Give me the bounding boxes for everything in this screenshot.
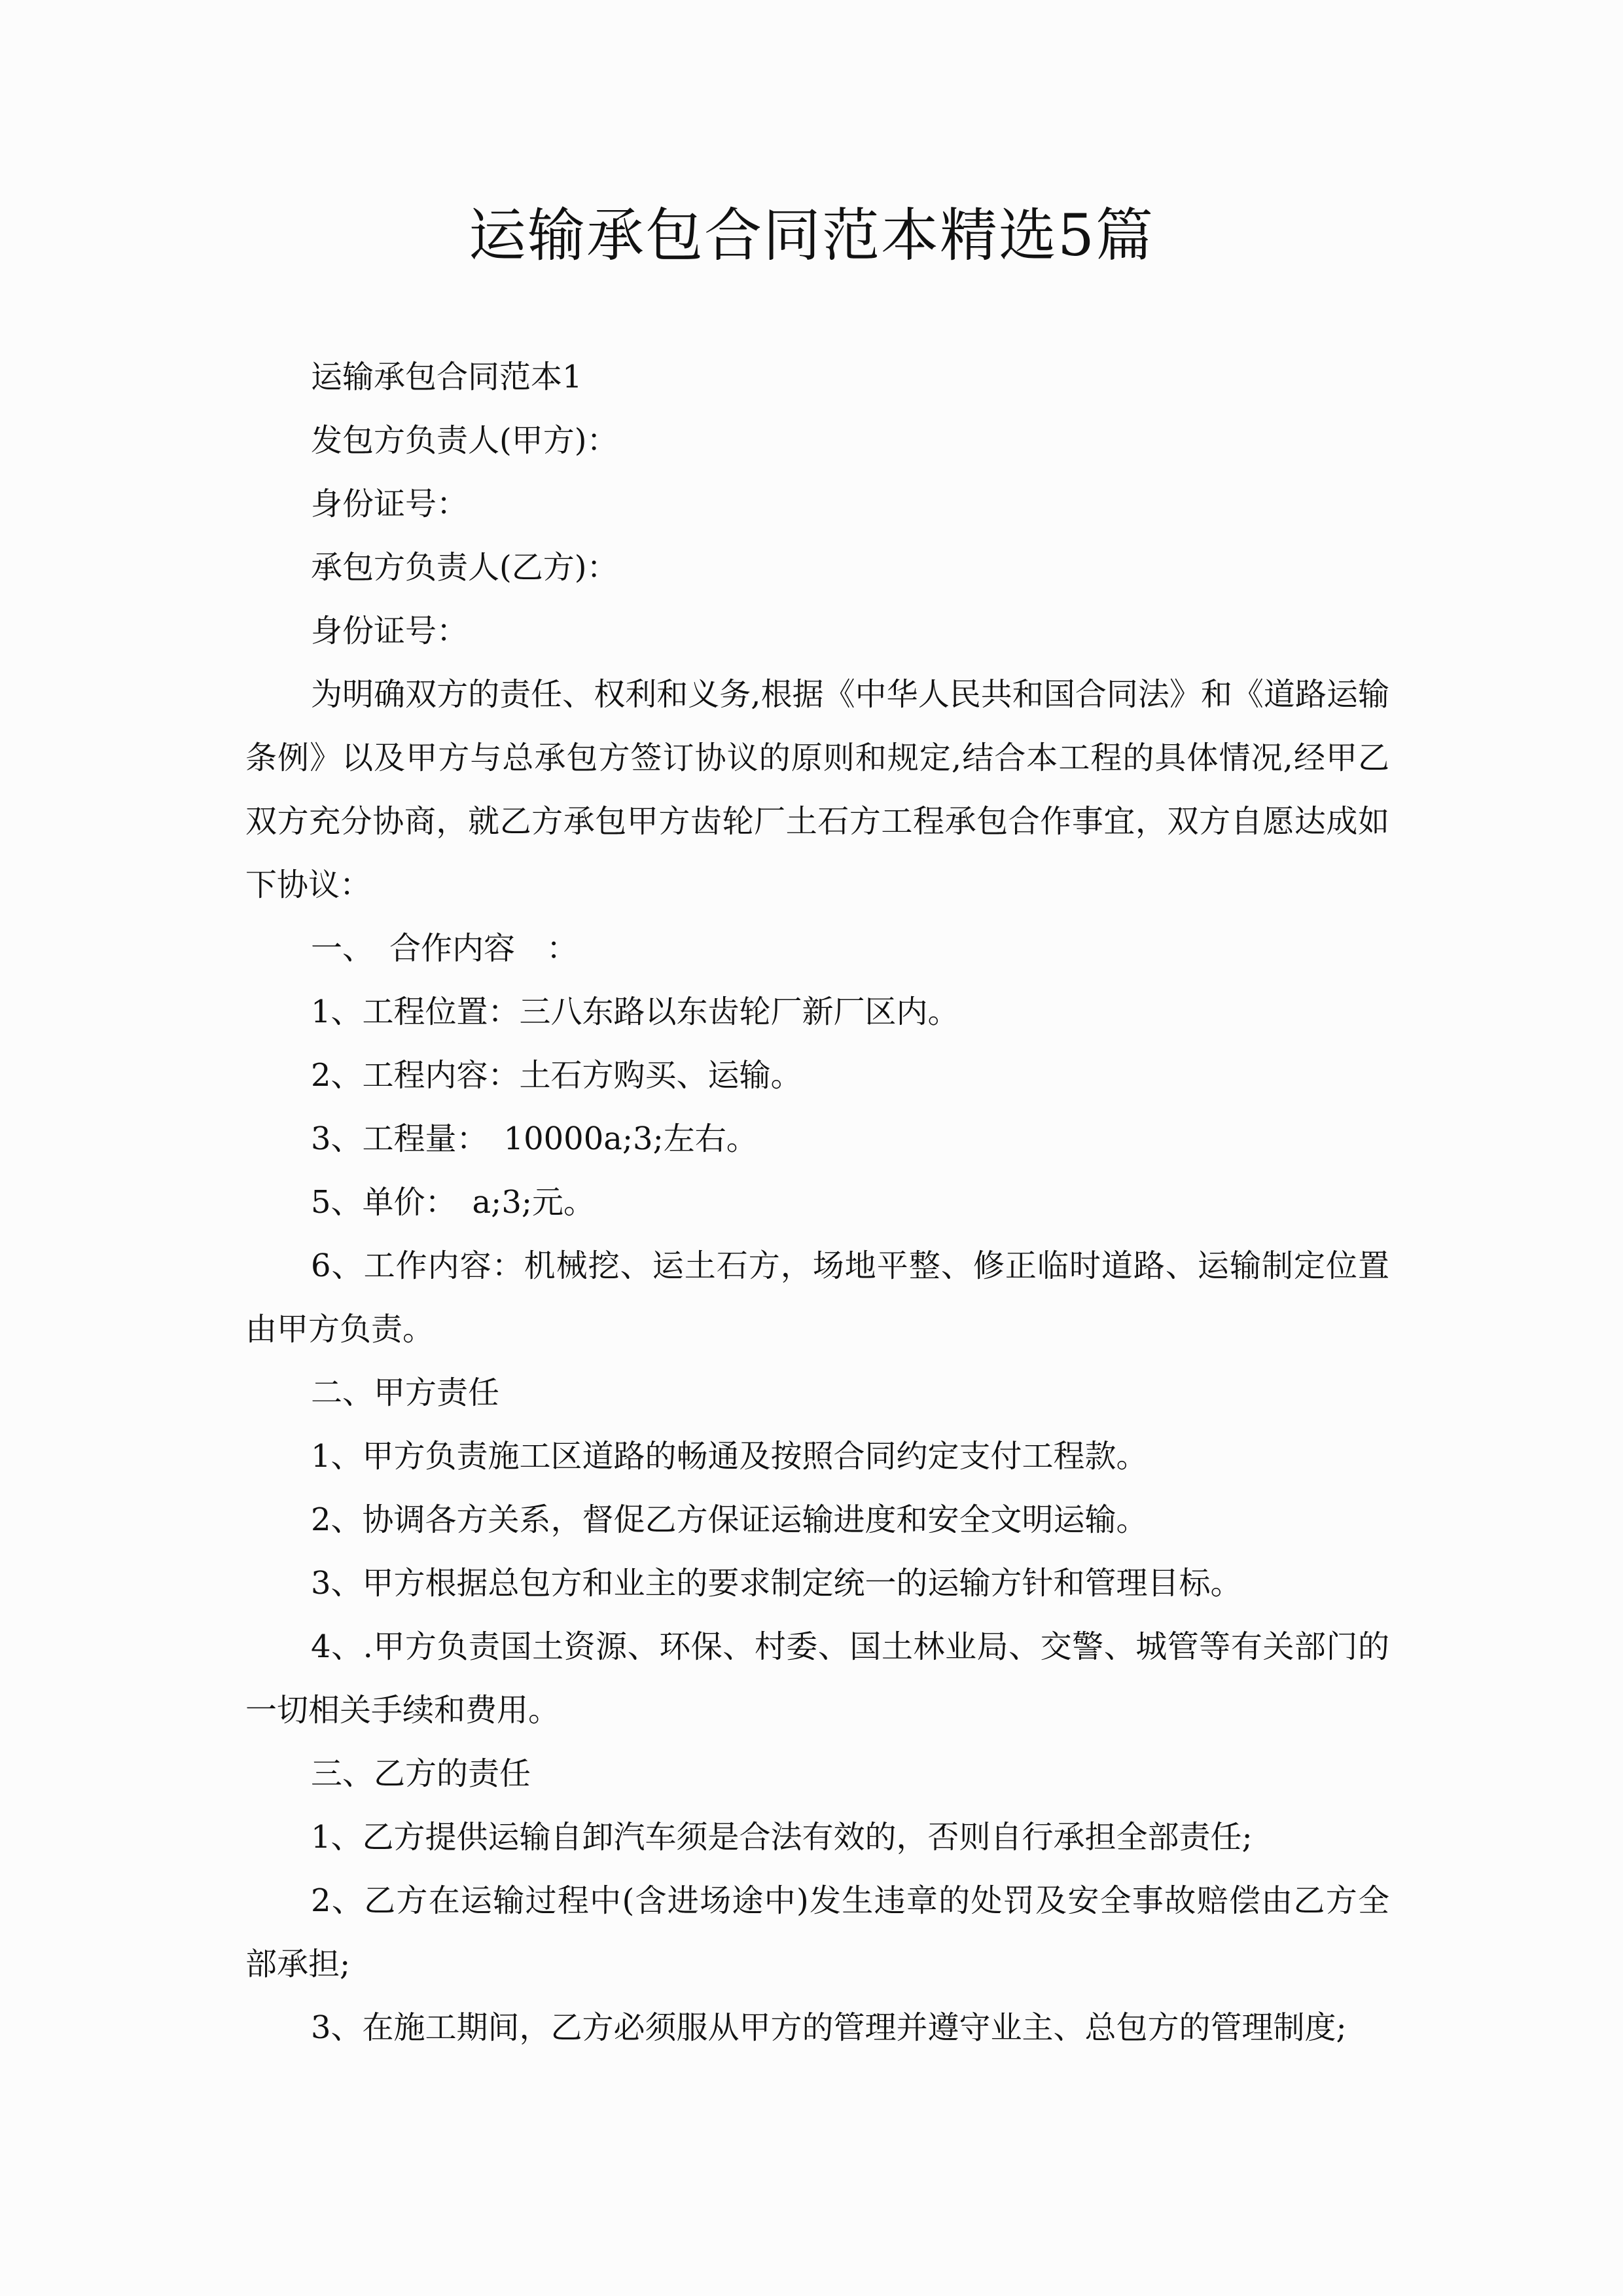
clause-item: 6、工作内容：机械挖、运土石方，场地平整、修正临时道路、运输制定位置由甲方负责。 bbox=[245, 1247, 1389, 1348]
clause-item: 2、工程内容：土石方购买、运输。 bbox=[311, 1057, 802, 1094]
clause-item: 4、.甲方负责国土资源、环保、村委、国土林业局、交警、城管等有关部门的一切相关手续和费用。 bbox=[245, 1628, 1389, 1729]
clause-item: 1、工程位置：三八东路以东齿轮厂新厂区内。 bbox=[311, 994, 959, 1030]
party-b-label: 承包方负责人(乙方)： bbox=[311, 549, 618, 586]
clause-item: 1、甲方负责施工区道路的畅通及按照合同约定支付工程款。 bbox=[311, 1438, 1148, 1475]
party-a-label: 发包方负责人(甲方)： bbox=[311, 422, 618, 459]
clause-item: 3、在施工期间，乙方必须服从甲方的管理并遵守业主、总包方的管理制度; bbox=[311, 2009, 1347, 2046]
section-heading-cooperation: 一、 合作内容 ： bbox=[311, 930, 579, 967]
document-title: 运输承包合同范本精选5篇 bbox=[469, 202, 1154, 269]
section-heading-party-b: 三、乙方的责任 bbox=[311, 1755, 531, 1792]
clause-item: 1、乙方提供运输自卸汽车须是合法有效的，否则自行承担全部责任; bbox=[311, 1819, 1253, 1856]
clause-item: 5、单价： a;3;元。 bbox=[311, 1184, 596, 1221]
preamble-paragraph: 为明确双方的责任、权利和义务,根据《中华人民共和国合同法》和《道路运输条例》以及甲方与总承包方签订协议的原则和规定,结合本工程的具体情况,经甲乙双方充分协商，就乙方承包甲方齿轮厂土石方工程承包合作事宜，双方自愿达成如下协议： bbox=[245, 676, 1389, 903]
party-b-id-label: 身份证号： bbox=[311, 613, 469, 649]
clause-item: 2、乙方在运输过程中(含进场途中)发生违章的处罚及安全事故赔偿由乙方全部承担; bbox=[245, 1882, 1389, 1982]
contract-heading: 运输承包合同范本1 bbox=[311, 359, 582, 395]
clause-item: 3、甲方根据总包方和业主的要求制定统一的运输方针和管理目标。 bbox=[311, 1565, 1242, 1602]
clause-item: 3、工程量： 10000a;3;左右。 bbox=[311, 1121, 758, 1157]
party-a-id-label: 身份证号： bbox=[311, 486, 469, 522]
document-body bbox=[245, 346, 1389, 2060]
section-heading-party-a: 二、甲方责任 bbox=[311, 1374, 500, 1411]
clause-item: 2、协调各方关系，督促乙方保证运输进度和安全文明运输。 bbox=[311, 1501, 1148, 1538]
